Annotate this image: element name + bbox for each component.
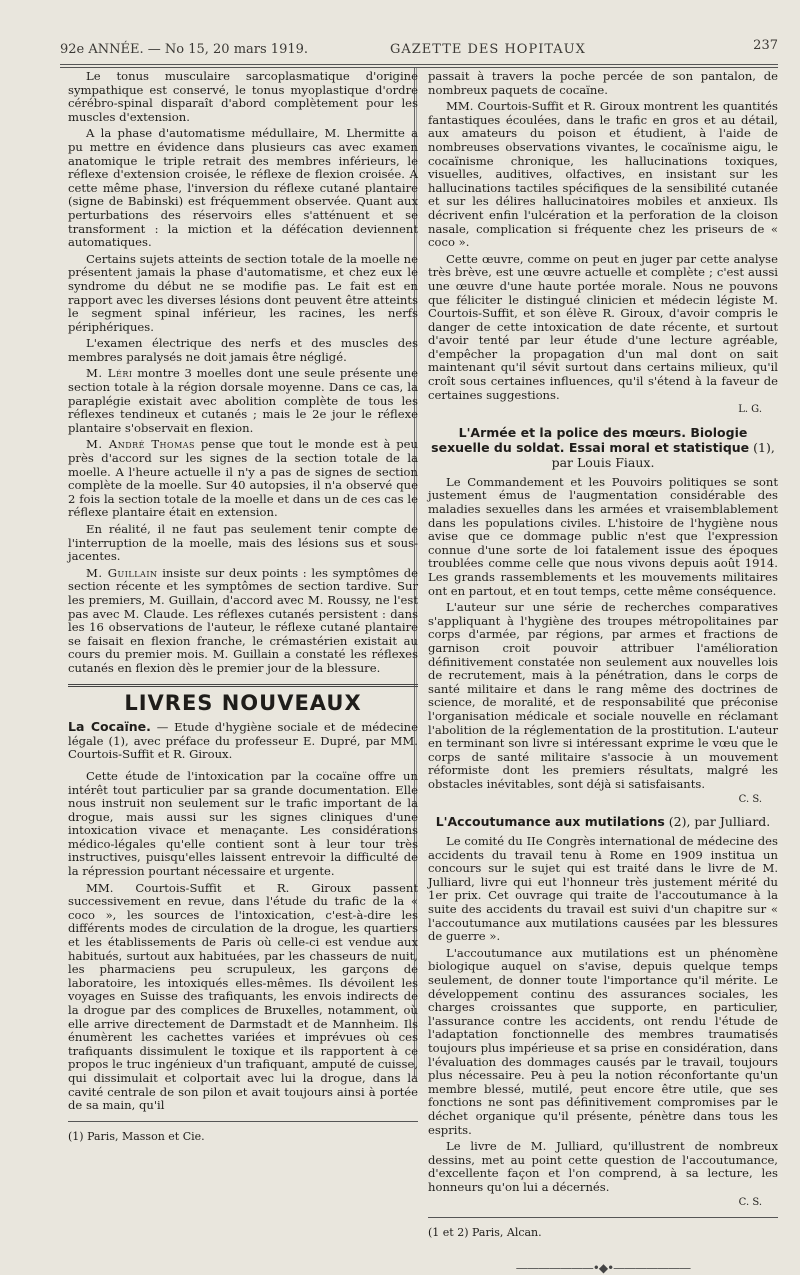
- article-title: L'Armée et la police des mœurs. Biologie sexuelle du soldat. Essai moral et statistique: [431, 424, 750, 455]
- paragraph: Le comité du IIe Congrès international de médecine des accidents du travail tenu à Rome en 1909 institua un concours sur le sujet qui est traité dans le livre de M. Julliard, livre qui eut l'honneur très justement mérité du 1er prix. Cet ouvrage qui traite de l'accoutumance à la suite des accidents du travail est suivi d'un chapitre sur « l'accoutumance aux mutilations causées par les blessures de guerre ».: [428, 834, 778, 944]
- issue-info: 92e ANNÉE. — No 15, 20 mars 1919.: [60, 42, 309, 57]
- book-subtitle: — Etude d'hygiène sociale et de médecine légale (1), avec préface du professeur E. Dupré, par MM. Courtois-Suffit et R. Giroux.: [68, 720, 418, 762]
- book-title: La Cocaïne.: [68, 719, 151, 735]
- page-number: 237: [753, 38, 778, 53]
- article-heading: [428, 425, 778, 470]
- signature: C. S.: [738, 1196, 762, 1208]
- paragraph-text: pense que tout le monde est à peu près d'accord sur les signes de la section totale de la moelle. A l'heure actuelle il n'y a pas de signes de section complète de la moelle. Sur 40 autopsies, il n'a observé que 2 fois la section totale de la moelle et dans un de ces cas le réflexe plantaire était en extension.: [68, 437, 419, 520]
- paragraph: A la phase d'automatisme médullaire, M. Lhermitte a pu mettre en évidence dans plusieurs cas avec examen anatomique le triple retrait des membres inférieurs, le réflexe d'extension croisée, le réflexe de flexion croisée. A cette même phase, l'inversion du réflexe cutané plantaire (signe de Babinski) est fréquemment observée. Quant aux perturbations des réservoirs elles s'atténuent et se transforment : la miction et la défécation deviennent automatiques.: [68, 126, 418, 250]
- paragraph: MM. Courtois-Suffit et R. Giroux passent successivement en revue, dans l'étude du trafic de la « coco », les sources de l'intoxication, c'est-à-dire les différents modes de circulation de la drogue, les quartiers et les établissements de Paris où celle-ci est vendue aux habitués, surtout aux habituées, par les chasseurs de nuit, les pharmaciens peu scrupuleux, les garçons de laboratoire, les intoxiqués elles-mêmes. Ils dévoilent les voyages en Suisse des trafiquants, les envois indirects de la drogue par des complices de Bruxelles, notamment, où elle arrive directement de Darmstadt et de Mannheim. Ils énumèrent les cachettes variées et imprévues où ces trafiquants dissimulent le toxique et ils rapportent à ce propos le truc ingénieux d'un trafiquant, amputé de cuisse, qui dissimulait et colportait avec lui la drogue, dans la cavité centrale de son pilon et avait toujours ainsi à portée de sa main, qu'il: [68, 880, 418, 1113]
- right-column: [428, 70, 778, 1275]
- header-rule: [60, 64, 778, 68]
- footnote: (1 et 2) Paris, Alcan.: [428, 1226, 542, 1240]
- signature: C. S.: [738, 793, 762, 805]
- section-title: LIVRES NOUVEAUX: [68, 684, 418, 711]
- paragraph: [68, 438, 418, 520]
- paragraph-text: insiste sur deux points : les symptômes de section récente et les symptômes de section tardive. Sur les premiers, M. Guillain, d'accord avec M. Roussy, ne l'est pas avec M. Claude. Les réflexes cutanés persistent : dans les 16 observations de l'auteur, le réflexe cutané plantaire se faisait en flexion franche, le crémastérien existait au cours du premier mois. M. Guillain a constaté les réflexes cutanés en flexion dès le premier jour de la blessure.: [68, 565, 418, 675]
- article-byline: (2), par Julliard.: [664, 814, 771, 830]
- signature: L. G.: [738, 404, 762, 416]
- footnote: (1) Paris, Masson et Cie.: [68, 1129, 205, 1143]
- paragraph: Cette œuvre, comme on peut en juger par cette analyse très brève, est une œuvre actuelle et complète ; c'est aussi une œuvre d'une haute portée morale. Nous ne pouvons que féliciter le distingué clinicien et médecin légiste M. Courtois-Suffit, et son élève R. Giroux, d'avoir compris le danger de cette intoxication de date récente, et surtout d'avoir tenté par leur étude d'une lecture agréable, d'empêcher la propagation d'un mal dont on sait maintenant qu'il sévit surtout dans certains milieux, qu'il croît sous certaines influences, qu'il s'étend à la faveur de certaines suggestions.: [428, 251, 778, 402]
- footnote-rule: [428, 1217, 778, 1218]
- ornament: ———————•◆•———————: [515, 1260, 691, 1275]
- article-heading: [428, 814, 778, 829]
- author-name: M. Léri: [86, 366, 133, 381]
- article-title: L'Accoutumance aux mutilations: [435, 814, 665, 830]
- paragraph: L'examen électrique des nerfs et des muscles des membres paralysés ne doit jamais être négligé.: [68, 336, 418, 364]
- paragraph: L'accoutumance aux mutilations est un phénomène biologique auquel on s'avise, depuis quelque temps seulement, de donner toute l'importance qu'il mérite. Le développement continu des assurances sociales, les charges croissantes que supporte, en particulier, l'assurance contre les accidents, ont rendu l'étude de l'adaptation fonctionnelle des membres traumatisés toujours plus impérieuse et sa prise en considération, dans l'évaluation des dommages causés par le travail, toujours plus nécessaire. Peu à peu la notion réconfortante qu'un membre blessé, mutilé, peut encore être utile, que ses fonctions ne sont pas définitivement compromises par le déchet organique qu'il présente, pénètre dans tous les esprits.: [428, 945, 778, 1137]
- article-byline: (1), par Louis Fiaux.: [551, 439, 775, 470]
- page-header: [60, 38, 778, 60]
- paragraph: En réalité, il ne faut pas seulement tenir compte de l'interruption de la moelle, mais des lésions sus et sous-jacentes.: [68, 522, 418, 564]
- author-name: M. André Thomas: [86, 437, 196, 452]
- paragraph: [68, 567, 418, 676]
- paragraph: Le livre de M. Julliard, qu'illustrent de nombreux dessins, met au point cette question de l'accoutumance, d'excellente façon et l'on comprend, à sa lecture, les honneurs qu'on lui a décernés.: [428, 1139, 778, 1194]
- book-heading: [68, 720, 418, 762]
- paragraph-text: montre 3 moelles dont une seule présente une section totale à la région dorsale moyenne. Dans ce cas, la paraplégie existait avec abolition complète de tous les réflexes tendineux et cutanés ; mais le 2e jour le réflexe plantaire s'observait en flexion.: [68, 366, 418, 435]
- paragraph: Le tonus musculaire sarcoplasmatique d'origine sympathique est conservé, le tonus myoplastique d'ordre cérébro-spinal disparaît d'abord complètement pour les muscles d'extension.: [68, 69, 418, 124]
- paragraph: MM. Courtois-Suffit et R. Giroux montrent les quantités fantastiques écoulées, dans le trafic en gros et au détail, aux amateurs du poison et étudient, à l'aide de nombreuses observations vivantes, le cocaïnisme aigu, le cocaïnisme chronique, les hallucinations toxiques, visuelles, auditives, olfactives, en insistant sur les hallucinations tactiles spécifiques de la sensibilité cutanée et sur les délires hallucinatoires mobiles et anxieux. Ils décrivent enfin l'ulcération et la perforation de la cloison nasale, complication si fréquente chez les priseurs de « coco ».: [428, 99, 778, 250]
- paragraph: Le Commandement et les Pouvoirs politiques se sont justement émus de l'augmentation considérable des maladies sexuelles dans les armées et vraisemblablement dans les populations civiles. L'histoire de l'hygiène nous avise que ce dommage public n'est que l'expression connue d'une sorte de loi fatalement issue des époques troublées comme celle que nous vivons depuis août 1914. Les grands rassemblements et les mouvements militaires ont en partout, et en tout temps, cette même conséquence.: [428, 474, 778, 598]
- paragraph: passait à travers la poche percée de son pantalon, de nombreux paquets de cocaïne.: [428, 69, 778, 97]
- paragraph: Cette étude de l'intoxication par la cocaïne offre un intérêt tout particulier par sa grande documentation. Elle nous instruit non seulement sur le trafic important de la drogue, mais aussi sur les signes cliniques d'une intoxication vivace et menaçante. Les considérations médico-légales qu'elle contient sont à leur tour très instructives, puisqu'elles laissent entrevoir la difficulté de la répression pourtant nécessaire et urgente.: [68, 768, 418, 879]
- left-column: [68, 70, 418, 1143]
- journal-title: GAZETTE DES HOPITAUX: [390, 42, 586, 57]
- paragraph: Certains sujets atteints de section totale de la moelle ne présentent jamais la phase d'automatisme, et chez eux le syndrome du début ne se modifie pas. Le fait est en rapport avec les diverses lésions dont peuvent être atteints le segment spinal inférieur, les racines, les nerfs périphériques.: [68, 251, 418, 334]
- paragraph: L'auteur sur une série de recherches comparatives s'appliquant à l'hygiène des troupes métropolitaines par corps d'armée, par régions, par armes et fractions de garnison croit pouvoir attribuer l'amélioration définitivement constatée non seulement aux nouvelles lois de recrutement, mais à la pénétration, dans le corps de santé militaire et dans le rang même des doctrines de science, de moralité, et de responsabilité que préconise l'organisation médicale et sociale nouvelle en réclamant l'abolition de la réglementation de la prostitution. L'auteur en terminant son livre si intéressant exprime le vœu que le corps de santé militaire s'associe à un mouvement réformiste dont les premiers résultats, malgré les obstacles inévitables, sont déjà si satisfaisants.: [428, 600, 778, 791]
- paragraph: [68, 367, 418, 435]
- author-name: M. Guillain: [86, 565, 158, 580]
- footnote-rule: [68, 1121, 418, 1122]
